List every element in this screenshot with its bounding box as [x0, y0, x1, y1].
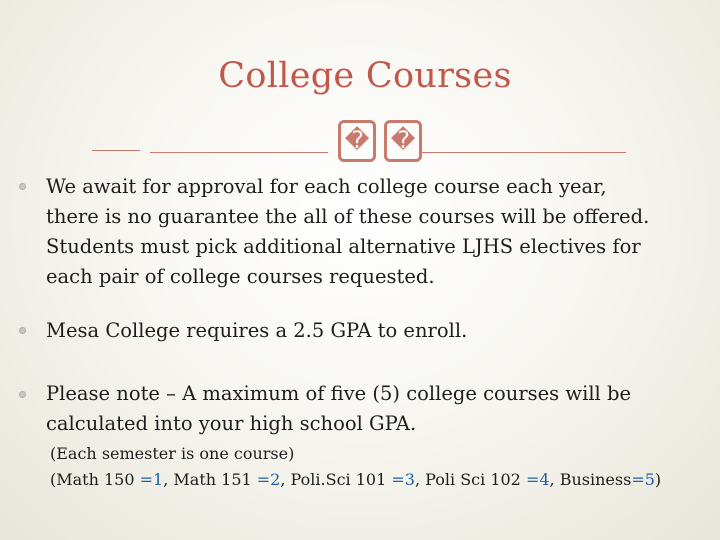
slide-title: College Courses	[218, 56, 512, 96]
text-line: Mesa College requires a 2.5 GPA to enroll.	[46, 319, 468, 342]
bullet-maximum-text	[46, 379, 716, 439]
bullet-dot-icon	[19, 327, 26, 334]
text-line: Students must pick additional alternative LJHS electives for	[46, 235, 641, 258]
bullet-dot-icon	[19, 391, 26, 398]
text-line: We await for approval for each college course each year,	[46, 175, 607, 198]
replacement-glyph-icon: �	[384, 120, 422, 162]
bullet-approval-text	[46, 172, 716, 292]
course-item: Math 150 =1,	[56, 470, 174, 489]
text-line: there is no guarantee the all of these courses will be offered.	[46, 205, 650, 228]
course-item: Poli.Sci 101 =3,	[290, 470, 426, 489]
text-line: calculated into your high school GPA.	[46, 412, 417, 435]
bullet-dot-icon	[19, 183, 26, 190]
note-semester: (Each semester is one course)	[50, 444, 295, 463]
separator-rule-left	[150, 152, 328, 153]
course-item: Math 151 =2,	[173, 470, 291, 489]
course-item: Business=5	[559, 470, 655, 489]
separator-rule-left-short	[92, 150, 140, 151]
replacement-glyph-icon: �	[338, 120, 376, 162]
course-item: Poli Sci 102 =4,	[425, 470, 560, 489]
text-line: Please note – A maximum of five (5) college courses will be	[46, 382, 632, 405]
bullet-gpa-text	[46, 316, 716, 346]
separator-glyphs	[334, 120, 434, 166]
text-line: each pair of college courses requested.	[46, 265, 435, 288]
separator-rule-right	[420, 152, 626, 153]
note-course-list: (Math 150 =1, Math 151 =2, Poli.Sci 101 =3, Poli Sci 102 =4, Business=5)	[50, 470, 662, 489]
